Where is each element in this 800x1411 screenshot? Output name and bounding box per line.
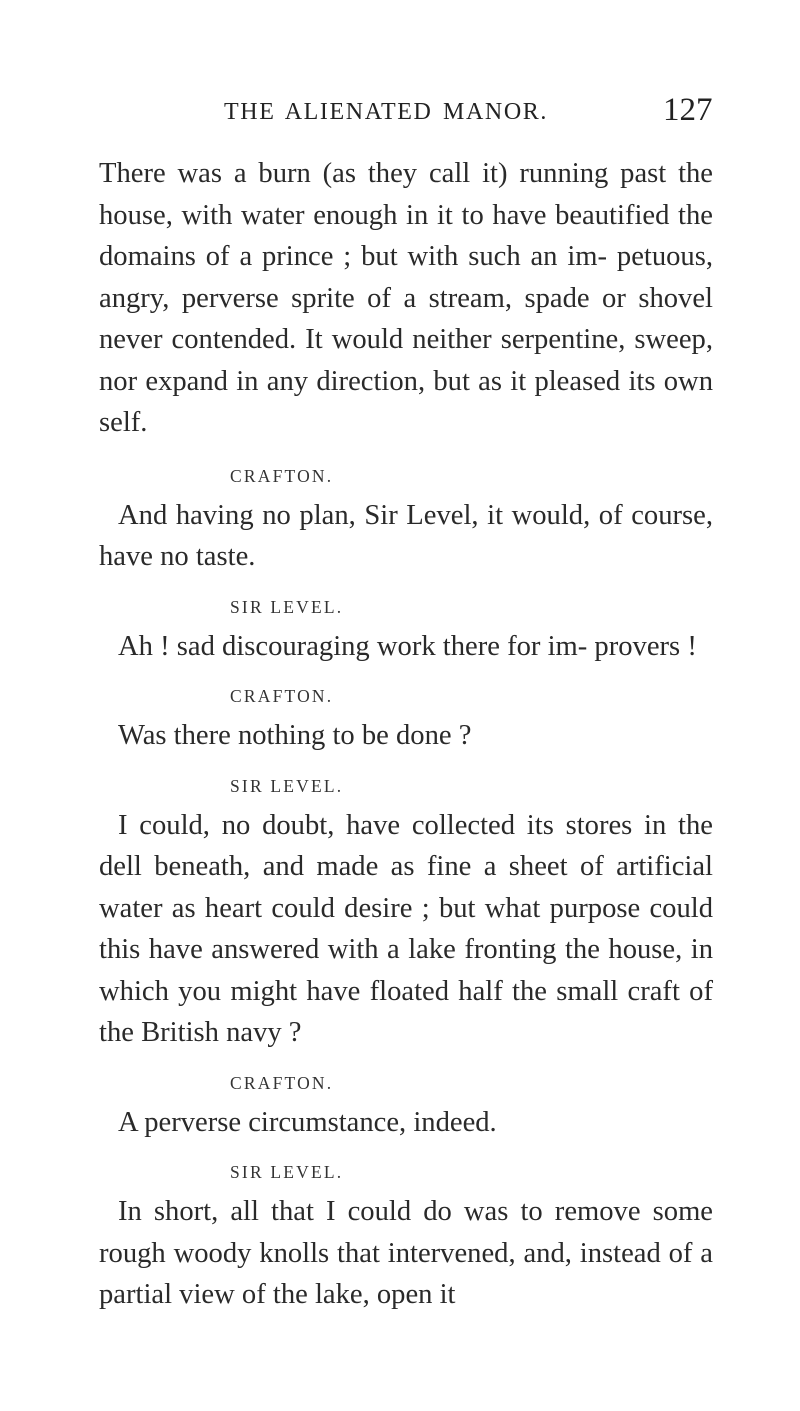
paragraph: Ah ! sad discouraging work there for im- provers ! [118, 630, 697, 662]
speaker-name: SIR LEVEL. [230, 596, 344, 617]
speaker-name: CRAFTON. [230, 465, 334, 486]
paragraph: I could, no doubt, have collected its stores in the dell beneath, and made as fine a sheet of artificial water as heart could desire ; but what purpose could this have answered with a lake fronting the house, in which you might have floated half the small craft of the British navy ? [99, 809, 713, 1048]
paragraph: In short, all that I could do was to remove some rough woody knolls that intervened, and, instead of a partial view of the lake, open it [99, 1196, 713, 1310]
paragraph: A perverse circumstance, indeed. [118, 1106, 497, 1138]
running-title: THE ALIENATED MANOR. [224, 99, 548, 125]
speaker-name: CRAFTON. [230, 686, 334, 706]
paragraph: Was there nothing to be done ? [118, 720, 472, 751]
speaker-name: CRAFTON. [230, 1072, 334, 1093]
page-number: 127 [663, 92, 713, 128]
paragraph: And having no plan, Sir Level, it would, of course, have no taste. [99, 499, 713, 572]
speaker-name: SIR LEVEL. [230, 1162, 344, 1182]
body-text [99, 153, 713, 1316]
running-head [0, 92, 800, 132]
paragraph: There was a burn (as they call it) running past the house, with water enough in it to have beautified the domains of a prince ; but with such an im- petuous, angry, perverse sprite of a stream, spade or shovel never contended. It would neither serpentine, sweep, nor expand in any direction, but as it pleased its own self. [99, 158, 713, 438]
speaker-name: SIR LEVEL. [230, 775, 344, 796]
